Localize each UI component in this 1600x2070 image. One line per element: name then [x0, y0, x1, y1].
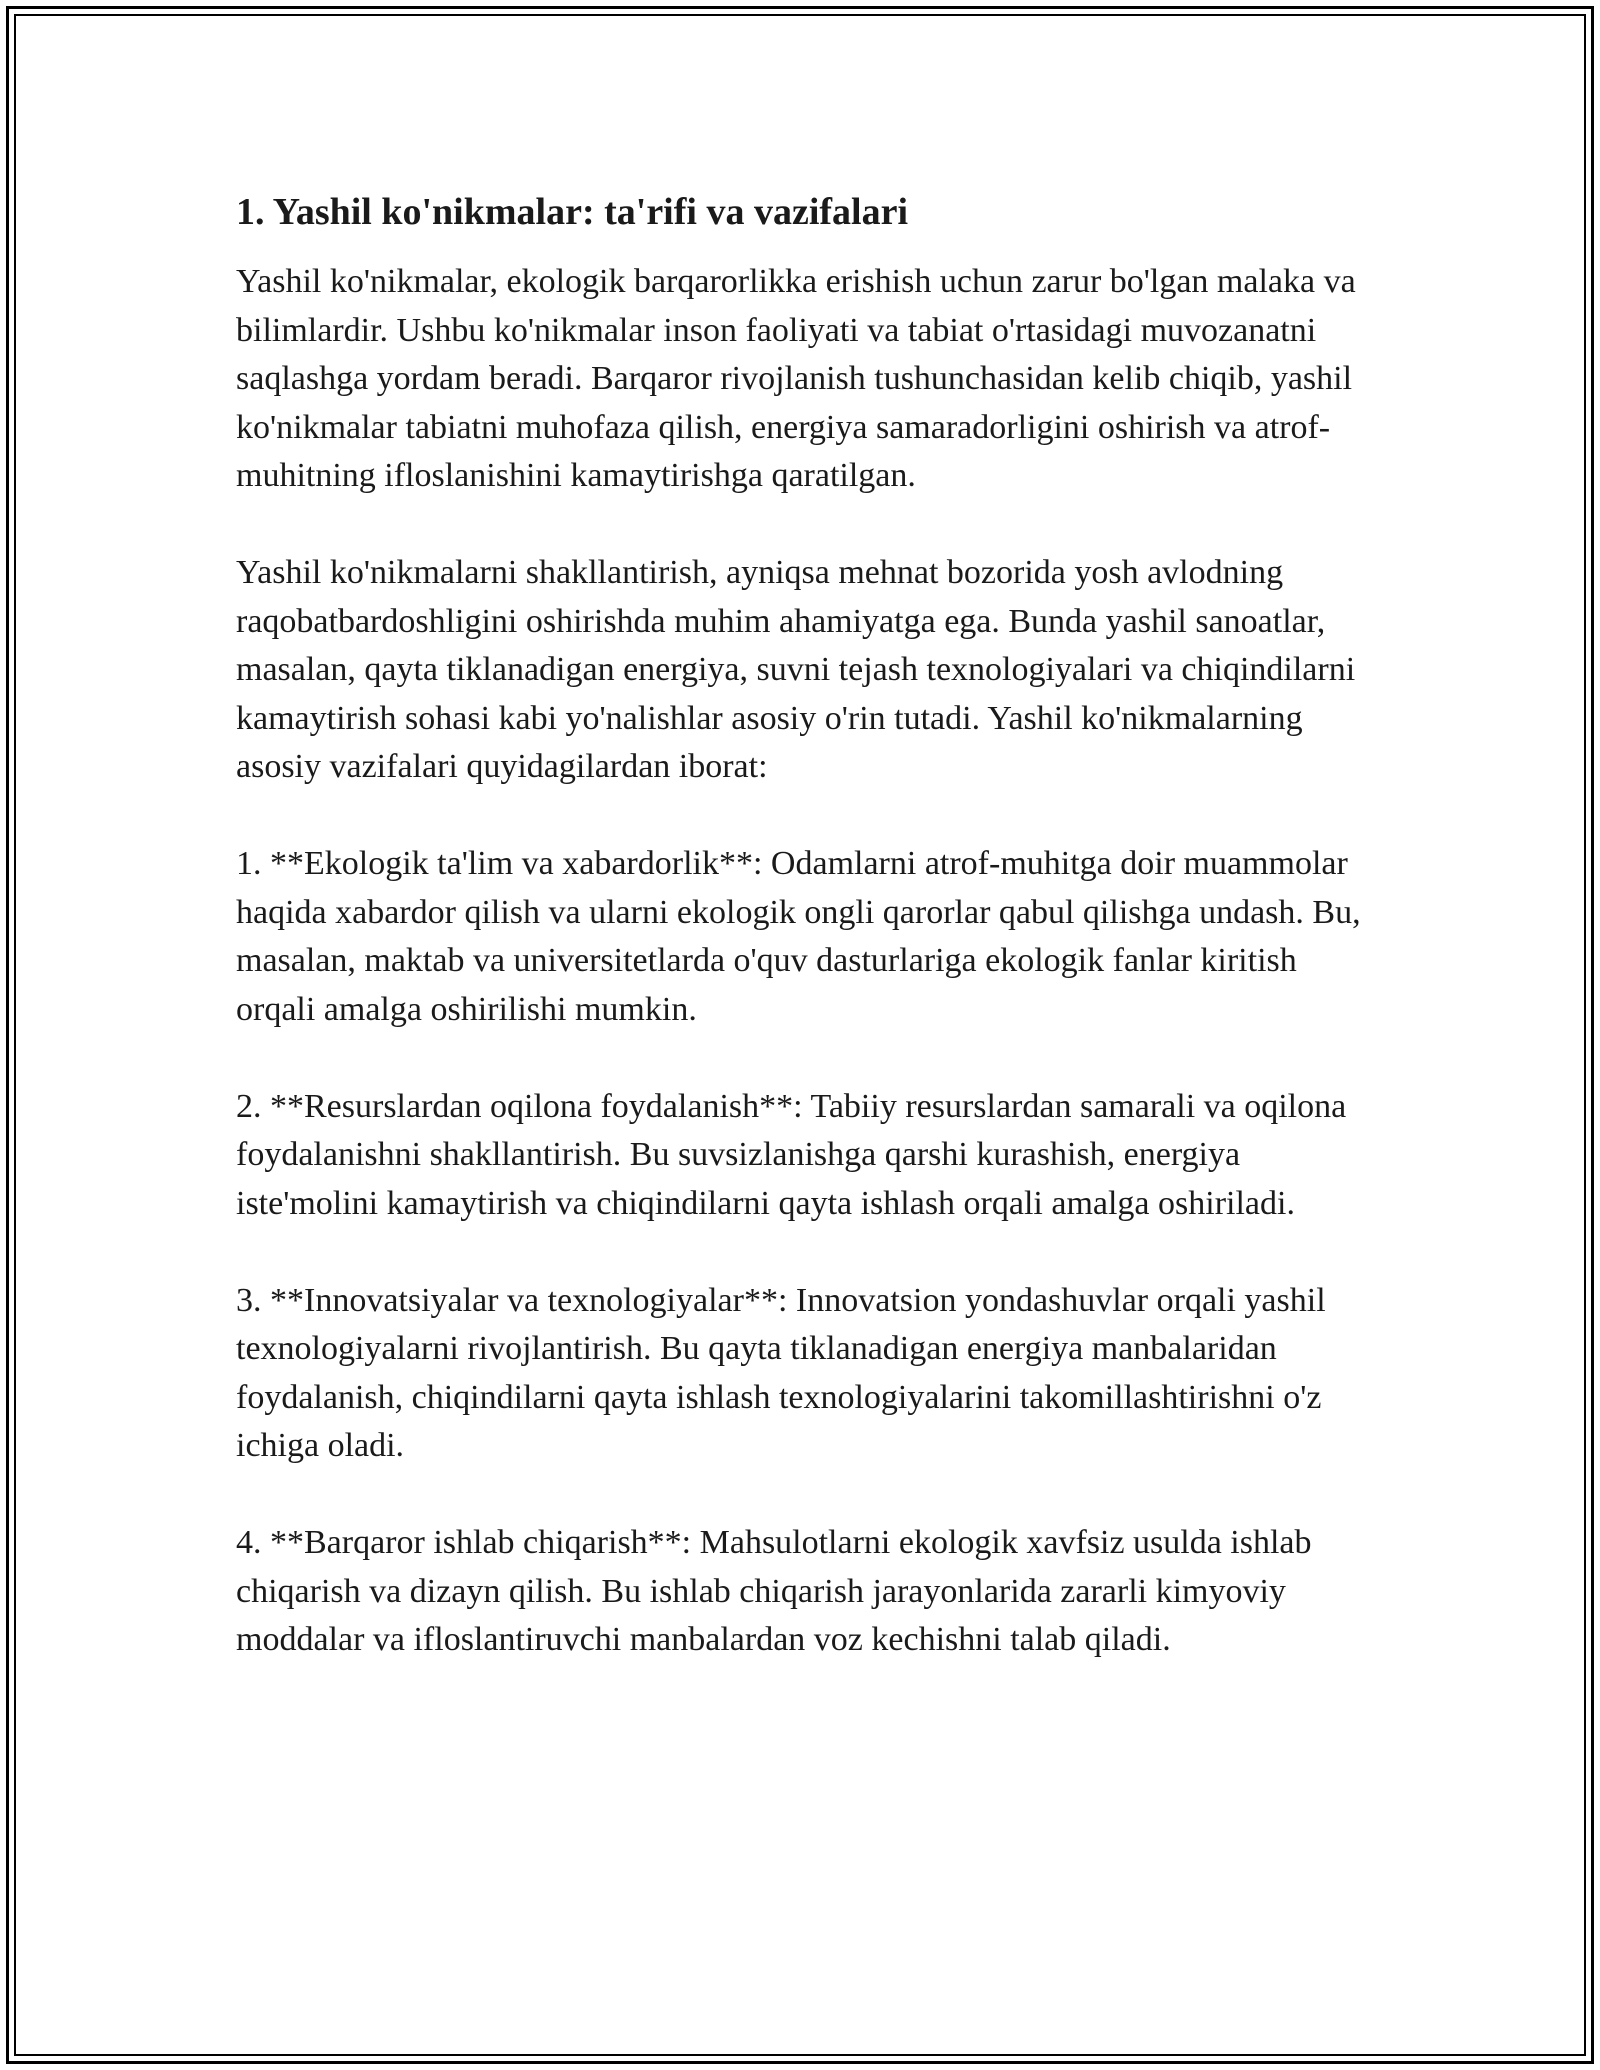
list-item-ecological-education: 1. **Ekologik ta'lim va xabardorlik**: Odamlarni atrof-muhitga doir muammolar haqida xabardor qilish va ularni ekologik ongli qarorlar qabul qilishga undash. Bu, masalan, maktab va universitetlarda o'quv dasturlariga ekologik fanlar kiritish orqali amalga oshirilishi mumkin.	[236, 845, 1361, 1028]
section-heading: 1. Yashil ko'nikmalar: ta'rifi va vazifalari	[236, 191, 909, 233]
list-item-resource-use: 2. **Resurslardan oqilona foydalanish**: Tabiiy resurslardan samarali va oqilona foydalanishni shakllantirish. Bu suvsizlanishga qarshi kurashish, energiya iste'molini kamaytirish va chiqindilarni qayta ishlash orqali amalga oshiriladi.	[236, 1087, 1347, 1222]
document-body	[236, 188, 1376, 1713]
paragraph-intro: Yashil ko'nikmalar, ekologik barqarorlikka erishish uchun zarur bo'lgan malaka va bilimlardir. Ushbu ko'nikmalar inson faoliyati va tabiat o'rtasidagi muvozanatni saqlashga yordam beradi. Barqaror rivojlanish tushunchasidan kelib chiqib, yashil ko'nikmalar tabiatni muhofaza qilish, energiya samaradorligini oshirish va atrof-muhitning ifloslanishini kamaytirishga qaratilgan.	[236, 263, 1356, 494]
list-item-innovations: 3. **Innovatsiyalar va texnologiyalar**: Innovatsion yondashuvlar orqali yashil texnologiyalarni rivojlantirish. Bu qayta tiklanadigan energiya manbalaridan foydalanish, chiqindilarni qayta ishlash texnologiyalarini takomillashtirishni o'z ichiga oladi.	[236, 1281, 1326, 1464]
list-item-sustainable-production: 4. **Barqaror ishlab chiqarish**: Mahsulotlarni ekologik xavfsiz usulda ishlab chiqarish va dizayn qilish. Bu ishlab chiqarish jarayonlarida zararli kimyoviy moddalar va ifloslantiruvchi manbalardan voz kechishni talab qiladi.	[236, 1524, 1312, 1658]
paragraph-context: Yashil ko'nikmalarni shakllantirish, ayniqsa mehnat bozorida yosh avlodning raqobatbardoshligini oshirishda muhim ahamiyatga ega. Bunda yashil sanoatlar, masalan, qayta tiklanadigan energiya, suvni tejash texnologiyalari va chiqindilarni kamaytirish sohasi kabi yo'nalishlar asosiy o'rin tutadi. Yashil ko'nikmalarning asosiy vazifalari quyidagilardan iborat:	[236, 554, 1356, 785]
